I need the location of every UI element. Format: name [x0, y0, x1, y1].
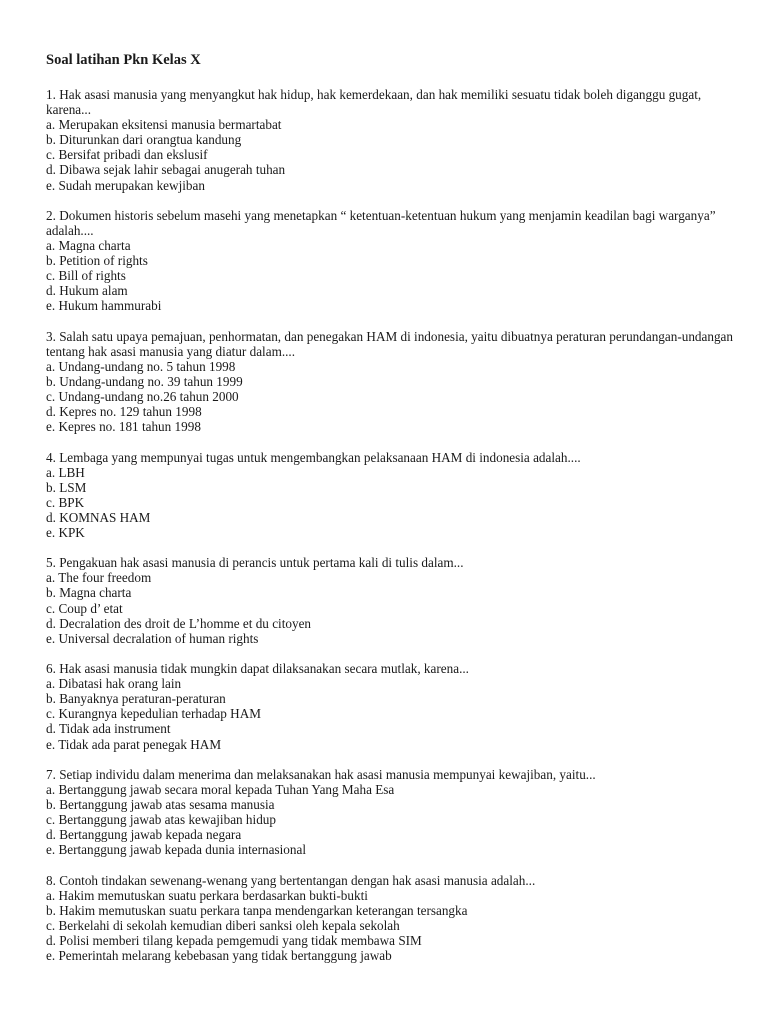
question-1: [46, 87, 746, 193]
answer-option: a. Dibatasi hak orang lain: [46, 676, 182, 692]
question-5: [46, 555, 746, 646]
answer-option: e. Kepres no. 181 tahun 1998: [46, 419, 201, 435]
answer-option: d. Bertanggung jawab kepada negara: [46, 827, 242, 843]
question-text: 6. Hak asasi manusia tidak mungkin dapat dilaksanakan secara mutlak, karena...: [46, 661, 469, 677]
answer-option: e. KPK: [46, 525, 85, 540]
answer-option: d. Tidak ada instrument: [46, 721, 171, 737]
question-text: 5. Pengakuan hak asasi manusia di perancis untuk pertama kali di tulis dalam...: [46, 555, 464, 571]
question-6: [46, 661, 746, 752]
question-text: 4. Lembaga yang mempunyai tugas untuk mengembangkan pelaksanaan HAM di indonesia adalah....: [46, 449, 581, 465]
answer-option: b. Hakim memutuskan suatu perkara tanpa mendengarkan keterangan tersangka: [46, 902, 468, 918]
answer-option: d. Dibawa sejak lahir sebagai anugerah tuhan: [46, 162, 286, 178]
answer-option: a. The four freedom: [46, 570, 152, 586]
answer-option: b. Bertanggung jawab atas sesama manusia: [46, 796, 275, 812]
answer-option: b. Undang-undang no. 39 tahun 1999: [46, 373, 243, 389]
answer-option: a. Magna charta: [46, 238, 131, 254]
answer-option: c. Undang-undang no.26 tahun 2000: [46, 389, 239, 405]
question-8: [46, 873, 746, 964]
question-2: [46, 208, 746, 314]
answer-option: b. Banyaknya peraturan-peraturan: [46, 691, 226, 707]
question-text: 3. Salah satu upaya pemajuan, penhormatan, dan penegakan HAM di indonesia, yaitu dibuatnya peraturan perundangan-undangan tentang hak asasi manusia yang diatur dalam....: [46, 328, 733, 359]
answer-option: c. Coup d’ etat: [46, 600, 123, 616]
answer-option: e. Sudah merupakan kewjiban: [46, 177, 205, 193]
answer-option: b. Petition of rights: [46, 253, 148, 269]
answer-option: d. Decralation des droit de L’homme et du citoyen: [46, 615, 312, 631]
question-text: 1. Hak asasi manusia yang menyangkut hak hidup, hak kemerdekaan, dan hak memiliki sesuatu tidak boleh diganggu gugat, karena...: [46, 87, 702, 118]
answer-option: e. Universal decralation of human rights: [46, 630, 259, 646]
answer-option: e. Tidak ada parat penegak HAM: [46, 736, 222, 752]
document-title: Soal latihan Pkn Kelas X: [46, 52, 201, 68]
answer-option: c. BPK: [46, 494, 85, 510]
document-page: [46, 52, 746, 978]
answer-option: a. LBH: [46, 464, 85, 480]
question-text: 2. Dokumen historis sebelum masehi yang menetapkan “ ketentuan-ketentuan hukum yang menjamin keadilan bagi warganya” adalah....: [46, 207, 716, 238]
answer-option: d. Hukum alam: [46, 283, 128, 299]
question-3: [46, 329, 746, 435]
question-7: [46, 767, 746, 858]
answer-option: c. Berkelahi di sekolah kemudian diberi sanksi oleh kepala sekolah: [46, 917, 400, 933]
answer-option: c. Kurangnya kepedulian terhadap HAM: [46, 706, 261, 722]
answer-option: e. Bertanggung jawab kepada dunia internasional: [46, 842, 306, 858]
answer-option: a. Hakim memutuskan suatu perkara berdasarkan bukti-bukti: [46, 887, 368, 903]
answer-option: a. Undang-undang no. 5 tahun 1998: [46, 358, 236, 374]
question-4: [46, 450, 746, 541]
answer-option: d. Kepres no. 129 tahun 1998: [46, 404, 202, 420]
question-text: 7. Setiap individu dalam menerima dan melaksanakan hak asasi manusia mempunyai kewajiban, yaitu...: [46, 766, 596, 782]
answer-option: d. Polisi memberi tilang kepada pemgemudi yang tidak membawa SIM: [46, 932, 422, 948]
question-list: [46, 87, 746, 963]
answer-option: c. Bertanggung jawab atas kewajiban hidup: [46, 812, 276, 828]
answer-option: b. LSM: [46, 479, 87, 495]
answer-option: c. Bill of rights: [46, 268, 126, 284]
answer-option: b. Diturunkan dari orangtua kandung: [46, 132, 242, 148]
answer-option: c. Bersifat pribadi dan ekslusif: [46, 147, 208, 163]
answer-option: e. Hukum hammurabi: [46, 298, 162, 314]
answer-option: e. Pemerintah melarang kebebasan yang tidak bertanggung jawab: [46, 948, 392, 963]
answer-option: a. Merupakan eksitensi manusia bermartabat: [46, 117, 282, 133]
answer-option: a. Bertanggung jawab secara moral kepada Tuhan Yang Maha Esa: [46, 781, 395, 797]
answer-option: b. Magna charta: [46, 585, 132, 601]
question-text: 8. Contoh tindakan sewenang-wenang yang bertentangan dengan hak asasi manusia adalah...: [46, 872, 536, 888]
answer-option: d. KOMNAS HAM: [46, 509, 151, 525]
